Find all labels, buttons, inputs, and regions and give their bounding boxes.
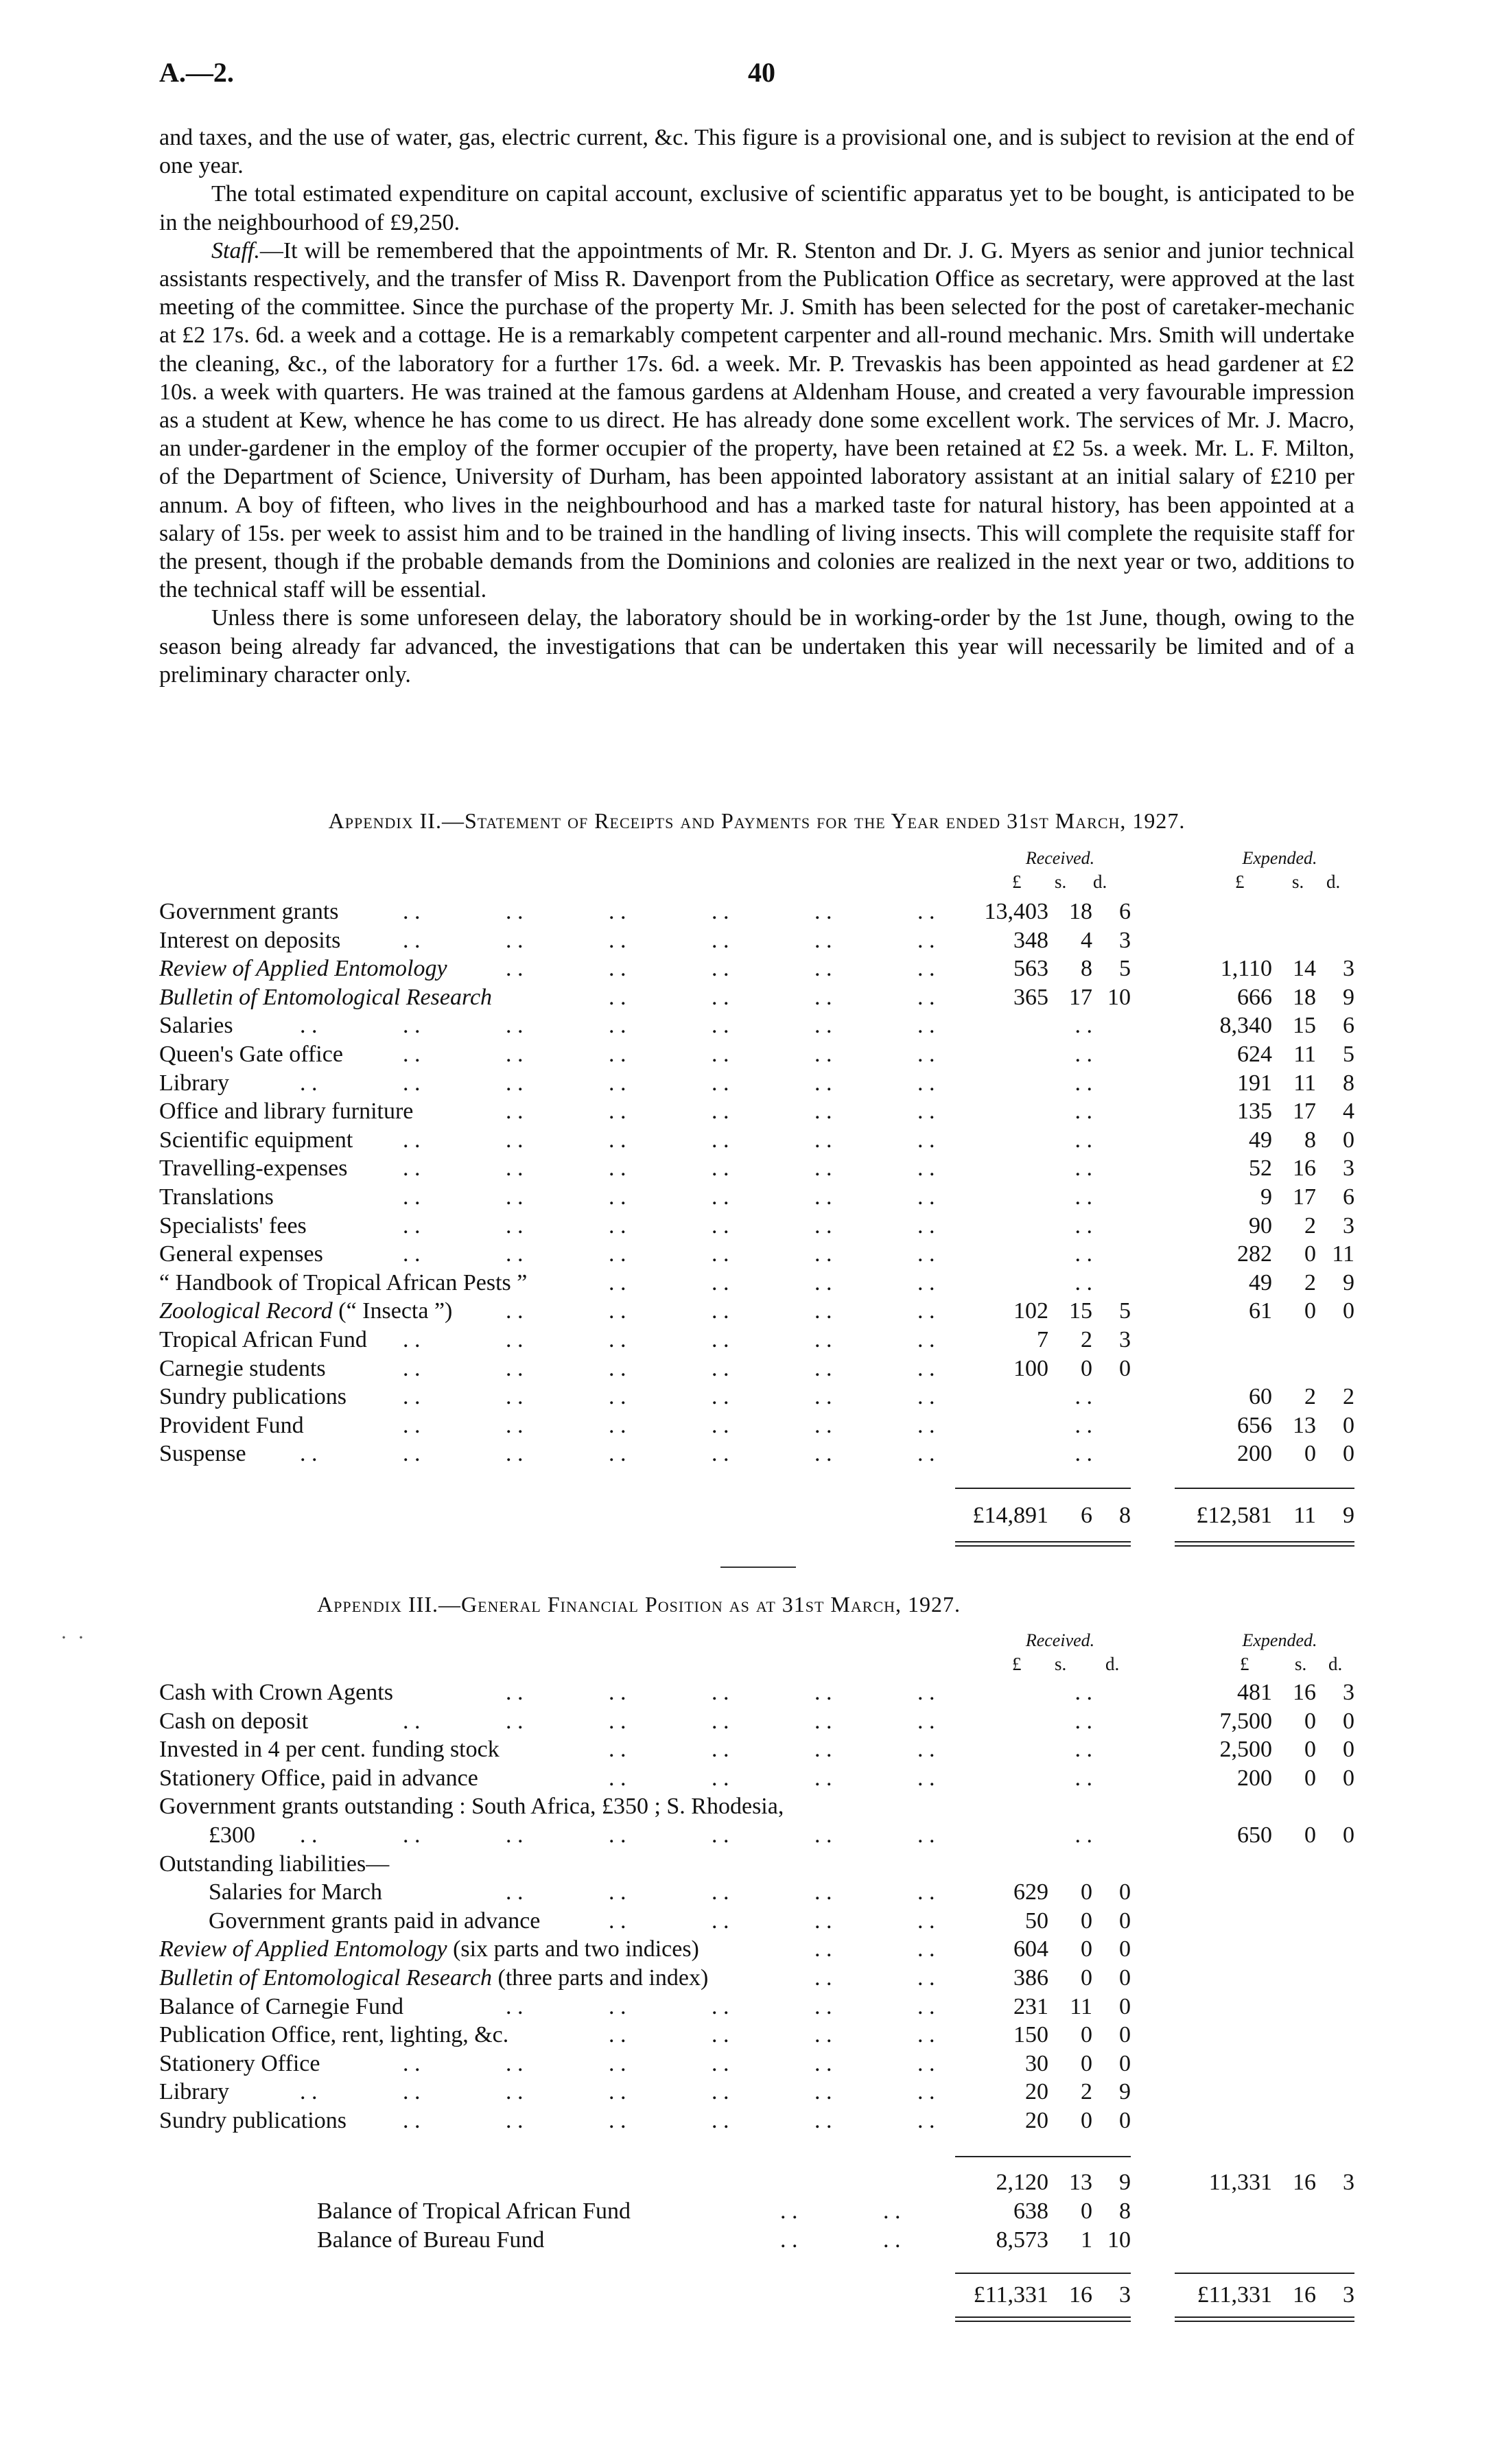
unit-shillings: s. bbox=[1055, 1654, 1067, 1674]
row-label: Scientific equipment bbox=[159, 1127, 353, 1153]
table-row: Stationery Office . . . . . . . . . . . . 30 0 0 bbox=[159, 2050, 1131, 2076]
row-label: Library bbox=[159, 2079, 229, 2105]
staff-heading: Staff. bbox=[211, 237, 260, 263]
row-label: Tropical African Fund bbox=[159, 1327, 367, 1352]
unit-pounds: £ bbox=[1235, 871, 1245, 892]
unit-pence: d. bbox=[1105, 1654, 1120, 1674]
table-row: Government grants paid in advance . . . . . . . . 50 0 0 bbox=[209, 1908, 1131, 1934]
row-label: Queen's Gate office bbox=[159, 1042, 343, 1067]
appendix-3-title: Appendix III.—General Financial Position as at 31st March, 1927. bbox=[317, 1592, 961, 1617]
table-row: Review of Applied Entomology (six parts and two indices) . . . . 604 0 0 bbox=[159, 1936, 1131, 1962]
row-label: Bulletin of Entomological Research bbox=[159, 984, 493, 1010]
table-row: General expenses . . . . . . . . . . . . . . 282 0 11 bbox=[159, 1241, 1354, 1267]
page-number: 40 bbox=[748, 57, 775, 88]
row-label: Carnegie students bbox=[159, 1355, 326, 1381]
unit-shillings: s. bbox=[1055, 871, 1067, 892]
table-row: Specialists' fees . . . . . . . . . . . . . . 90 2 3 bbox=[159, 1212, 1354, 1239]
table-row: Government grants . . . . . . . . . . . . 13,403 18 6 bbox=[159, 899, 1131, 924]
table-row: Provident Fund . . . . . . . . . . . . . . 656 13 0 bbox=[159, 1412, 1354, 1438]
row-label: Library bbox=[159, 1070, 229, 1096]
paragraph-4: Unless there is some unforeseen delay, the laboratory should be in working-order by the 1st June, though, owing to the season being already far advanced, the investigations that can be undertaken this year will necessarily be limited and of a preliminary character only. bbox=[159, 605, 1354, 688]
balance-row: Balance of Bureau Fund . . . . 8,573 1 10 bbox=[317, 2227, 1131, 2253]
row-label: Cash with Crown Agents bbox=[159, 1680, 393, 1705]
table-row: Suspense . . . . . . . . . . . . . . . . 200 0 0 bbox=[159, 1441, 1354, 1467]
row-label: Office and library furniture bbox=[159, 1099, 414, 1125]
table-row: Interest on deposits . . . . . . . . . . . . 348 4 3 bbox=[159, 927, 1131, 953]
table-row bbox=[159, 1850, 1354, 1878]
table-row: Sundry publications . . . . . . . . . . . . 20 0 0 bbox=[159, 2108, 1131, 2133]
table-row: Review of Applied Entomology . . . . . . . . . . 563 8 5 1,110 14 3 bbox=[159, 956, 1354, 982]
row-label: Translations bbox=[159, 1184, 274, 1210]
document-reference: A.—2. bbox=[159, 57, 234, 88]
row-label: Suspense bbox=[159, 1441, 246, 1467]
balance-row: Balance of Tropical African Fund . . . . 638 0 8 bbox=[317, 2198, 1131, 2224]
unit-shillings: s. bbox=[1295, 1654, 1307, 1674]
appendix-3-received-header: Received. bbox=[1025, 1630, 1095, 1650]
appendix-3-expended-header: Expended. bbox=[1242, 1630, 1317, 1650]
row-label: Sundry publications bbox=[159, 1384, 347, 1410]
unit-pence: d. bbox=[1328, 1654, 1343, 1674]
unit-pounds: £ bbox=[1012, 871, 1022, 892]
table-row: Bulletin of Entomological Research (three parts and index) . . . . 386 0 0 bbox=[159, 1965, 1131, 1991]
appendix-3-received-rule bbox=[955, 2156, 1131, 2157]
table-row: Bulletin of Entomological Research . . . . . . . . 365 17 10 666 18 9 bbox=[159, 984, 1354, 1010]
appendix-2-unit-row bbox=[0, 871, 1491, 896]
appendix-3-expended-rule-2 bbox=[1175, 2273, 1354, 2274]
table-row: Library . . . . . . . . . . . . . . 20 2 9 bbox=[159, 2079, 1131, 2105]
table-row bbox=[159, 1792, 1354, 1820]
row-label: Government grants outstanding : South Africa, £350 ; S. Rhodesia, bbox=[159, 1794, 784, 1820]
appendix-2-received-double-rule bbox=[955, 1541, 1131, 1547]
row-label: Interest on deposits bbox=[159, 927, 341, 953]
row-label: Review of Applied Entomology bbox=[159, 956, 447, 982]
unit-shillings: s. bbox=[1292, 871, 1304, 892]
row-label: Cash on deposit bbox=[159, 1708, 309, 1734]
table-row: “ Handbook of Tropical African Pests ” . . . . . . . . . . 49 2 9 bbox=[159, 1269, 1354, 1295]
paragraph-1: and taxes, and the use of water, gas, electric current, &c. This figure is a provisional one, and is subject to revision at the end of one year. bbox=[159, 125, 1354, 179]
table-row: Office and library furniture . . . . . . . . . . . . 135 17 4 bbox=[159, 1099, 1354, 1125]
table-row: £300 . . . . . . . . . . . . . . . . 650 0 0 bbox=[209, 1822, 1354, 1848]
table-row: Translations . . . . . . . . . . . . . . 9 17 6 bbox=[159, 1184, 1354, 1210]
table-row: Sundry publications . . . . . . . . . . . . . . 60 2 2 bbox=[159, 1384, 1354, 1410]
table-row: Stationery Office, paid in advance . . . . . . . . . . 200 0 0 bbox=[159, 1765, 1354, 1791]
unit-pence: d. bbox=[1326, 871, 1341, 892]
row-label: Specialists' fees bbox=[159, 1212, 307, 1239]
body-text bbox=[159, 124, 1354, 689]
unit-pence: d. bbox=[1093, 871, 1107, 892]
row-label: Zoological Record (“ Insecta ”) bbox=[159, 1298, 453, 1324]
row-label: Balance of Tropical African Fund bbox=[317, 2198, 631, 2224]
table-row: Cash on deposit . . . . . . . . . . . . . . 7,500 0 0 bbox=[159, 1708, 1354, 1734]
table-row: Tropical African Fund . . . . . . . . . . . . 7 2 3 bbox=[159, 1327, 1131, 1352]
row-label: Balance of Carnegie Fund bbox=[159, 1993, 403, 2019]
table-row: Publication Office, rent, lighting, &c. . . . . . . . . 150 0 0 bbox=[159, 2022, 1131, 2048]
row-label: Travelling-expenses bbox=[159, 1155, 348, 1182]
appendix-3-unit-row bbox=[0, 1654, 1491, 1678]
row-label: Invested in 4 per cent. funding stock bbox=[159, 1737, 500, 1763]
appendix-2-expended-header: Expended. bbox=[1242, 848, 1317, 868]
row-label: Government grants bbox=[159, 899, 339, 924]
section-separator bbox=[720, 1567, 796, 1568]
appendix-2-received-rule bbox=[955, 1488, 1131, 1489]
appendix-2-expended-rule bbox=[1175, 1488, 1354, 1489]
table-row: Salaries . . . . . . . . . . . . . . . . 8,340 15 6 bbox=[159, 1013, 1354, 1039]
appendix-3-received-double-rule bbox=[955, 2316, 1131, 2322]
row-label: Stationery Office bbox=[159, 2050, 320, 2076]
unit-pounds: £ bbox=[1240, 1654, 1249, 1674]
table-row: Travelling-expenses . . . . . . . . . . . . . . 52 16 3 bbox=[159, 1155, 1354, 1182]
appendix-3-received-rule-2 bbox=[955, 2273, 1131, 2274]
table-row: Scientific equipment . . . . . . . . . . . . . . 49 8 0 bbox=[159, 1127, 1354, 1153]
appendix-3-total-row: £11,331 16 3 £11,331 16 3 bbox=[973, 2282, 1354, 2308]
table-row: Balance of Carnegie Fund . . . . . . . . . . 231 11 0 bbox=[159, 1993, 1131, 2019]
paragraph-3-text: —It will be remembered that the appointments of Mr. R. Stenton and Dr. J. G. Myers as senior and junior technical assistants respectively, and the transfer of Miss R. Davenport from the Publication Office as secretary, were approved at the last meeting of the committee. Since the purchase of the property Mr. J. Smith has been selected for the post of caretaker-mechanic at £2 17s. 6d. a week and a cottage. He is a remarkably competent carpenter and all-round mechanic. Mrs. Smith will undertake the cleaning, &c., of the laboratory for a further 17s. 6d. a week. Mr. P. Trevaskis has been appointed as head gardener at £2 10s. a week with quarters. He was trained at the famous gardens at Aldenham House, and created a very favourable impression as a student at Kew, whence he has come to us direct. He has already done some excellent work. The services of Mr. J. Macro, an under-gardener in the employ of the former occupier of the property, have been retained at £2 5s. a week. Mr. L. F. Milton, of the Department of Science, University of Durham, has been appointed laboratory assistant at an initial salary of £210 per annum. A boy of fifteen, who lives in the neighbourhood and has a marked taste for natural history, has been appointed at a salary of 15s. per week to assist him and to be trained in the handling of living insects. This will complete the requisite staff for the present, though if the probable demands from the Dominions and colonies are realized in the next year or two, additions to the technical staff will be essential. bbox=[159, 237, 1354, 603]
row-label: Stationery Office, paid in advance bbox=[159, 1765, 478, 1791]
paragraph-3 bbox=[159, 237, 1354, 605]
row-label: Sundry publications bbox=[159, 2108, 347, 2133]
paragraph-2: The total estimated expenditure on capital account, exclusive of scientific apparatus yet to be bought, is anticipated to be in the neighbourhood of £9,250. bbox=[159, 181, 1354, 235]
appendix-2-received-header: Received. bbox=[1025, 848, 1095, 868]
appendix-3-subtotal-row: 2,120 13 9 11,331 16 3 bbox=[996, 2170, 1354, 2195]
row-label: Publication Office, rent, lighting, &c. bbox=[159, 2022, 509, 2048]
table-row: Invested in 4 per cent. funding stock . . . . . . . . . . 2,500 0 0 bbox=[159, 1737, 1354, 1763]
row-label: Government grants paid in advance bbox=[209, 1908, 541, 1934]
row-label: £300 bbox=[209, 1822, 255, 1848]
row-label: Salaries bbox=[159, 1013, 233, 1039]
row-label: “ Handbook of Tropical African Pests ” bbox=[159, 1269, 528, 1295]
row-label: General expenses bbox=[159, 1241, 323, 1267]
table-row: Queen's Gate office . . . . . . . . . . . . . . 624 11 5 bbox=[159, 1042, 1354, 1067]
appendix-2-total-row: £14,891 6 8 £12,581 11 9 bbox=[972, 1503, 1354, 1528]
row-label: Balance of Bureau Fund bbox=[317, 2227, 545, 2253]
table-row: Carnegie students . . . . . . . . . . . . 100 0 0 bbox=[159, 1355, 1131, 1381]
row-label: Provident Fund bbox=[159, 1412, 304, 1438]
row-label: Outstanding liabilities— bbox=[159, 1851, 390, 1877]
table-row: Cash with Crown Agents . . . . . . . . . . . . 481 16 3 bbox=[159, 1680, 1354, 1705]
row-label: Review of Applied Entomology (six parts and two indices) bbox=[159, 1936, 699, 1962]
row-label: Salaries for March bbox=[209, 1879, 383, 1905]
appendix-3-expended-double-rule bbox=[1175, 2316, 1354, 2322]
table-row: Salaries for March . . . . . . . . . . 629 0 0 bbox=[209, 1879, 1131, 1905]
row-label: Bulletin of Entomological Research (three parts and index) bbox=[159, 1965, 709, 1991]
appendix-2-title: Appendix II.—Statement of Receipts and Payments for the Year ended 31st March, 1927. bbox=[328, 808, 1186, 833]
unit-pounds: £ bbox=[1012, 1654, 1022, 1674]
margin-mark: · · bbox=[60, 1626, 84, 1649]
table-row: Zoological Record (“ Insecta ”) . . . . . . . . . . 102 15 5 61 0 0 bbox=[159, 1298, 1354, 1324]
appendix-2-expended-double-rule bbox=[1175, 1541, 1354, 1547]
table-row: Library . . . . . . . . . . . . . . . . 191 11 8 bbox=[159, 1070, 1354, 1096]
